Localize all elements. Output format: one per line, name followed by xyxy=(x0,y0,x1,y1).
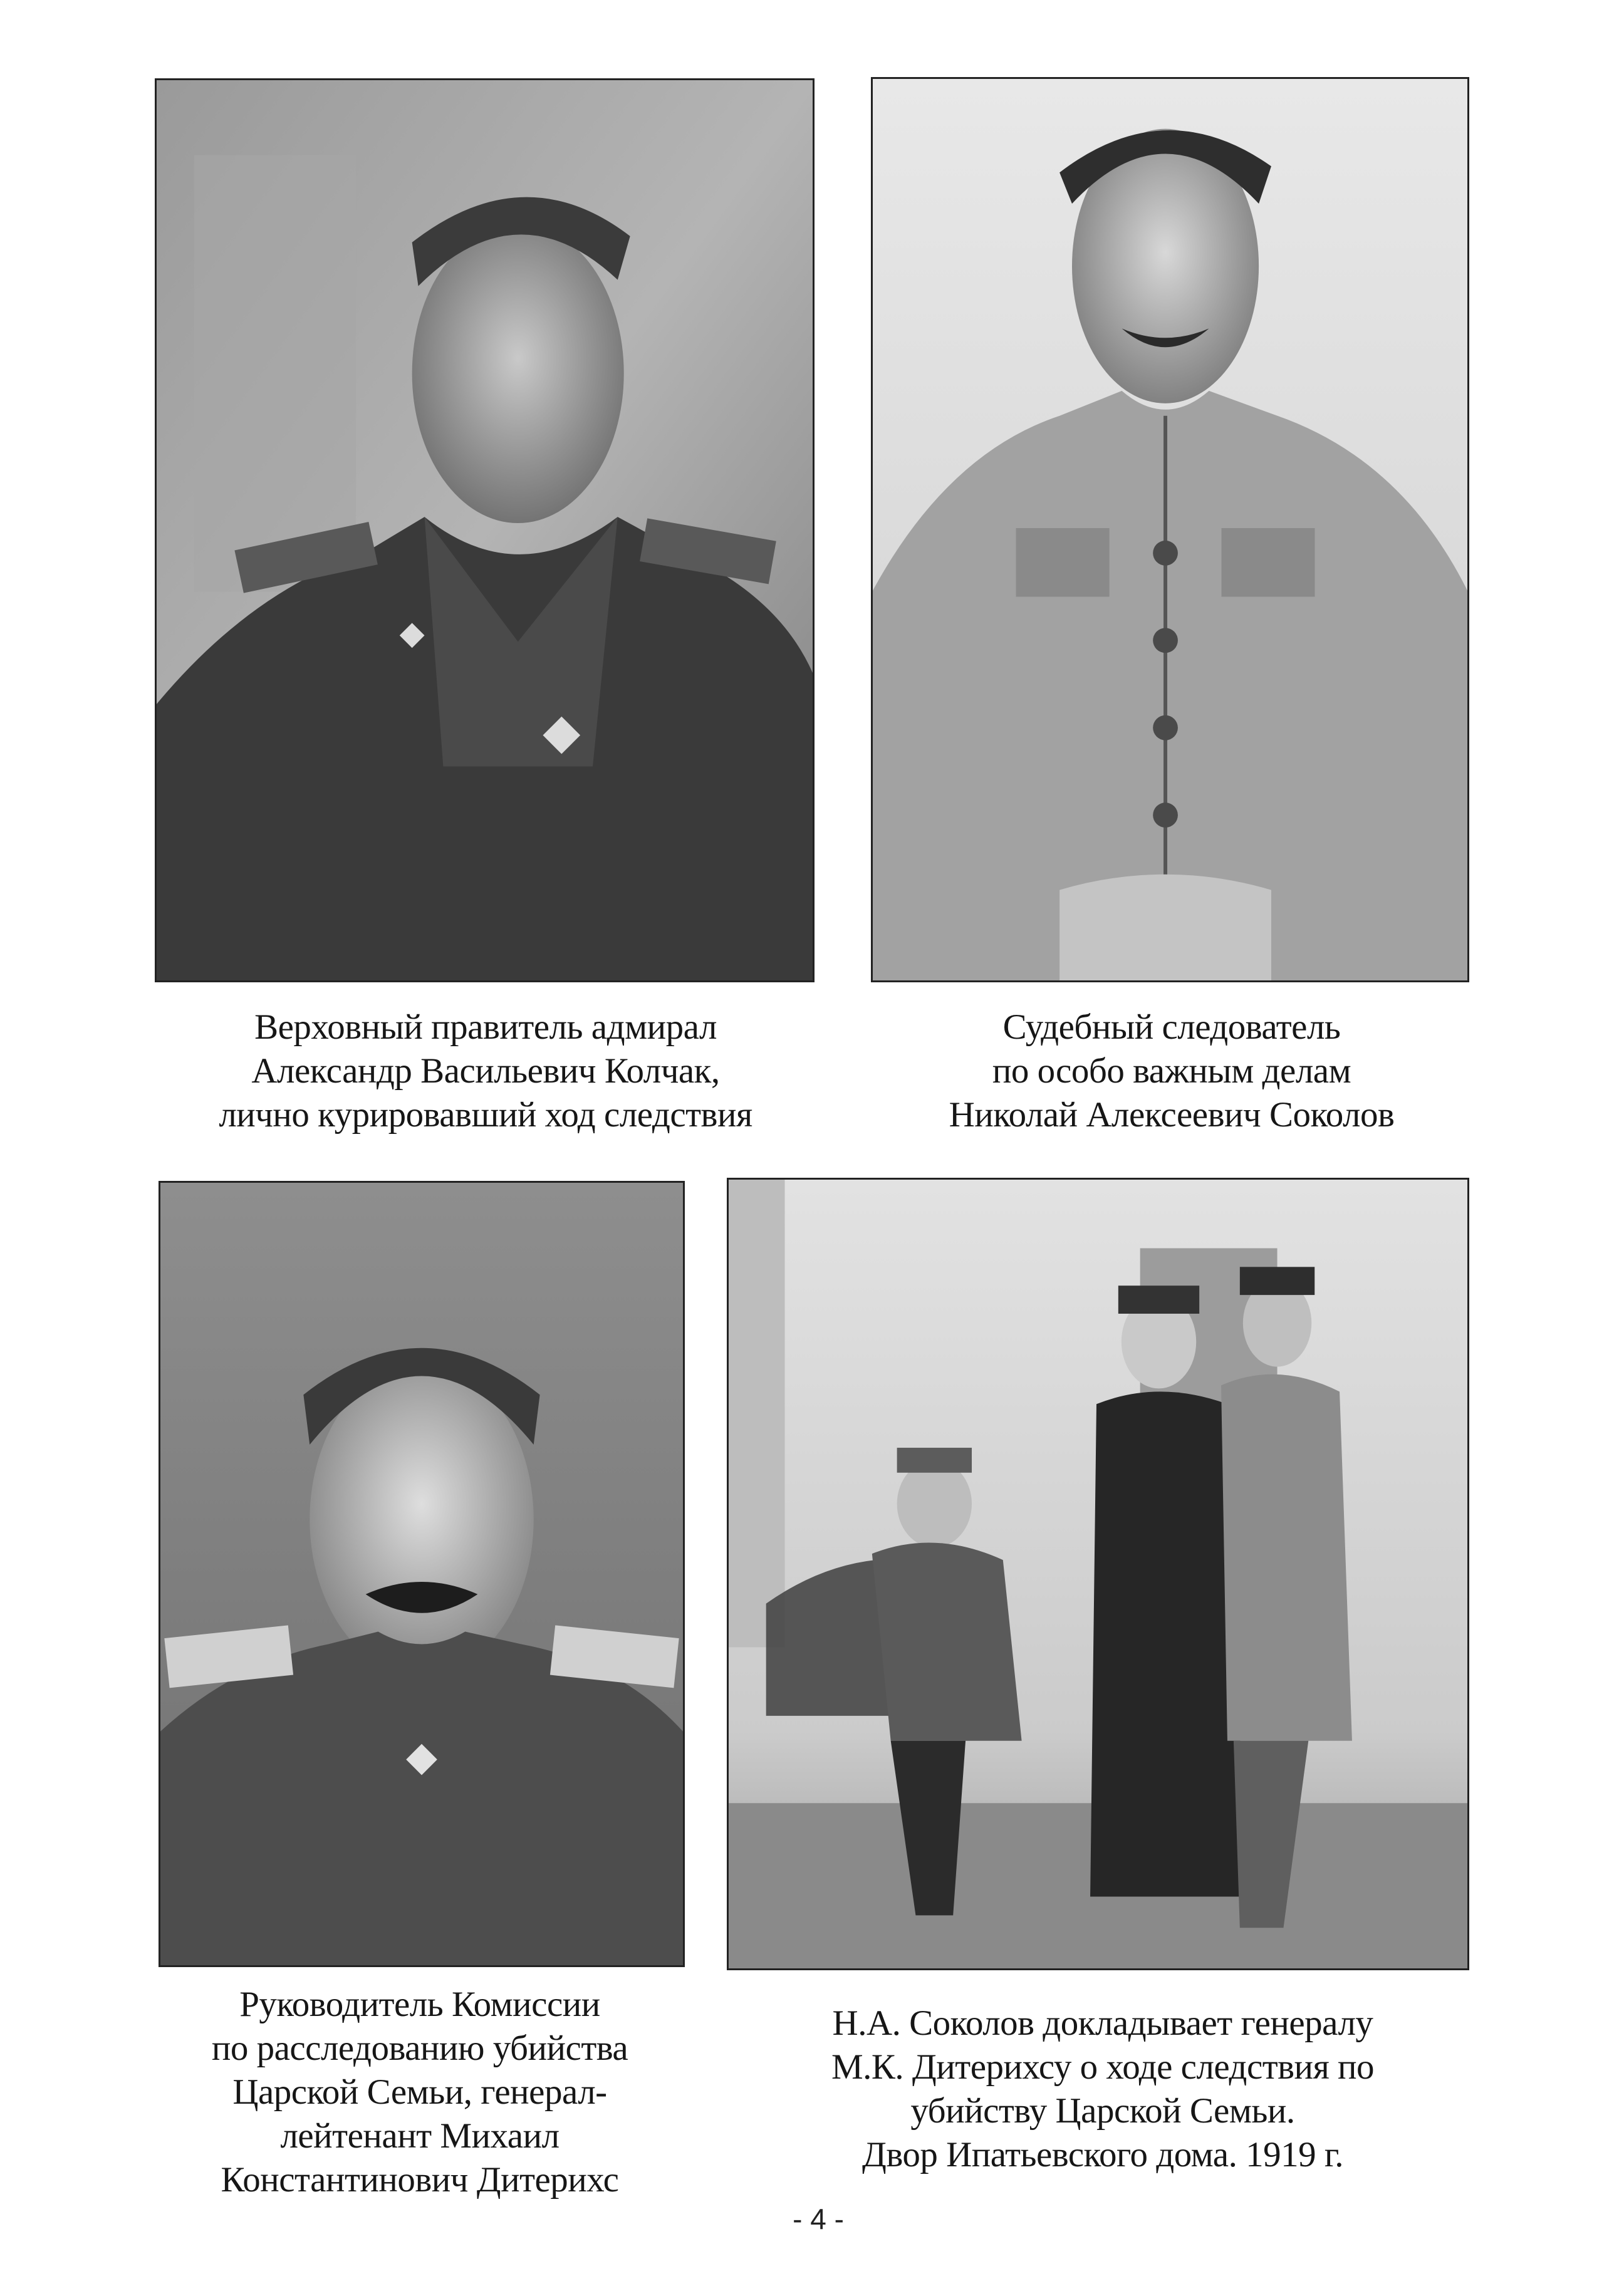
caption-line: по особо важным делам xyxy=(992,1051,1351,1091)
caption-line: Верховный правитель адмирал xyxy=(254,1007,717,1047)
caption-line: Константинович Дитерихс xyxy=(221,2160,619,2200)
caption-line: Александр Васильевич Колчак, xyxy=(251,1051,720,1091)
portrait-photo-icon xyxy=(160,1183,683,1965)
caption-line: Н.А. Соколов докладывает генералу xyxy=(832,2003,1373,2043)
caption-line: М.К. Дитерихсу о ходе следствия по xyxy=(831,2047,1375,2087)
portrait-photo-icon xyxy=(157,80,813,980)
photo-kolchak xyxy=(155,78,815,982)
caption-diterikhs xyxy=(113,1983,727,2202)
caption-line: Николай Алексеевич Соколов xyxy=(949,1095,1395,1135)
caption-line: лейтенант Михаил xyxy=(280,2116,560,2156)
caption-line: Царской Семьи, генерал- xyxy=(232,2072,607,2112)
group-photo-icon xyxy=(729,1180,1467,1968)
caption-sokolov xyxy=(871,1005,1472,1137)
caption-line: Судебный следователь xyxy=(1002,1007,1341,1047)
caption-kolchak xyxy=(150,1005,821,1137)
photo-diterikhs xyxy=(159,1181,685,1967)
photo-courtyard xyxy=(727,1178,1469,1970)
caption-line: Руководитель Комиссии xyxy=(239,1985,600,2024)
page-number: - 4 - xyxy=(793,2203,844,2235)
caption-courtyard xyxy=(739,2002,1466,2177)
caption-line: Двор Ипатьевского дома. 1919 г. xyxy=(861,2135,1344,2174)
caption-line: убийству Царской Семьи. xyxy=(910,2091,1295,2131)
caption-line: лично курировавший ход следствия xyxy=(219,1095,752,1135)
photo-sokolov xyxy=(871,77,1469,982)
portrait-photo-icon xyxy=(873,79,1467,980)
caption-line: по расследованию убийства xyxy=(211,2028,628,2068)
